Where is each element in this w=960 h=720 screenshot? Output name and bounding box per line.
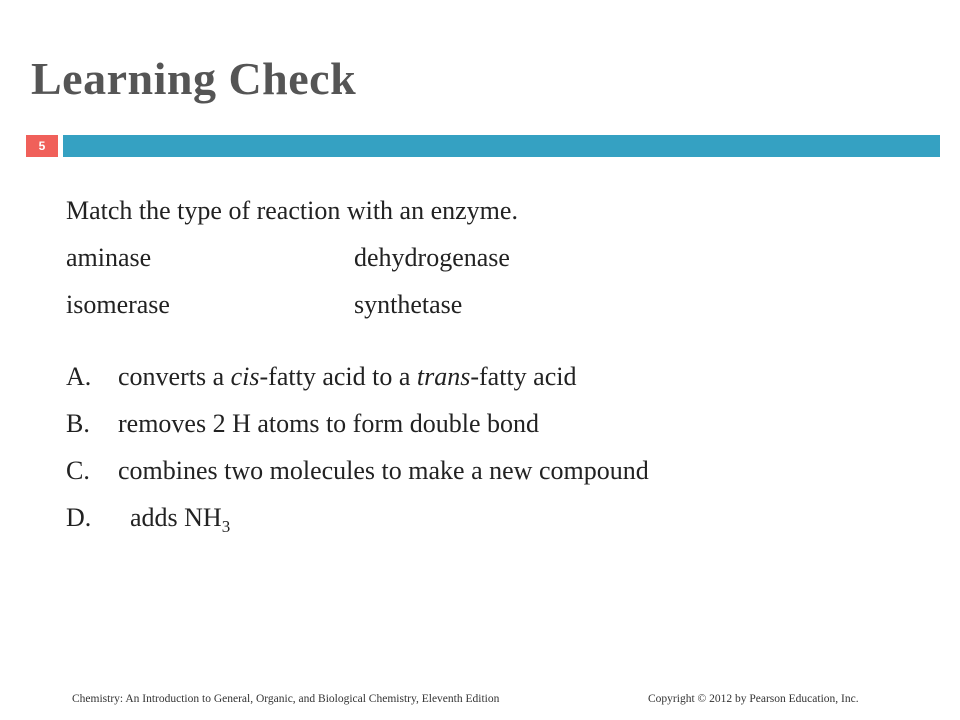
choice-text: -fatty acid (470, 362, 577, 391)
prompt-line: Match the type of reaction with an enzyme. (66, 196, 518, 225)
enzyme-row (66, 234, 649, 281)
enzyme-name: aminase (66, 243, 152, 272)
enzyme-row (66, 281, 649, 328)
header-accent-bar (63, 135, 940, 157)
choice-text: combines two molecules to make a new compound (118, 456, 649, 485)
spacer (66, 328, 649, 353)
slide-title: Learning Check (31, 53, 357, 104)
choice-item (66, 447, 649, 494)
enzyme-name: synthetase (354, 290, 463, 319)
choice-emphasis: trans (416, 362, 471, 391)
choice-text: converts a (118, 362, 231, 391)
enzyme-name: isomerase (66, 290, 170, 319)
choice-text: removes 2 H atoms to form double bond (118, 409, 539, 438)
choice-letter: C. (66, 456, 90, 485)
subscript: 3 (221, 517, 231, 536)
choice-item (66, 353, 649, 400)
choice-item (66, 400, 649, 447)
slide-body (66, 187, 649, 541)
choice-letter: B. (66, 409, 90, 438)
footer-book-title: Chemistry: An Introduction to General, Organic, and Biological Chemistry, Eleventh Edition (72, 693, 500, 705)
enzyme-name: dehydrogenase (354, 243, 510, 272)
choice-text: adds NH (130, 503, 222, 532)
choice-text: -fatty acid to a (259, 362, 417, 391)
choice-letter: D. (66, 503, 92, 532)
choice-emphasis: cis (230, 362, 260, 391)
slide-number-badge: 5 (26, 135, 58, 157)
choice-item (66, 494, 649, 541)
footer-copyright: Copyright © 2012 by Pearson Education, Inc. (648, 693, 859, 705)
choice-letter: A. (66, 362, 92, 391)
